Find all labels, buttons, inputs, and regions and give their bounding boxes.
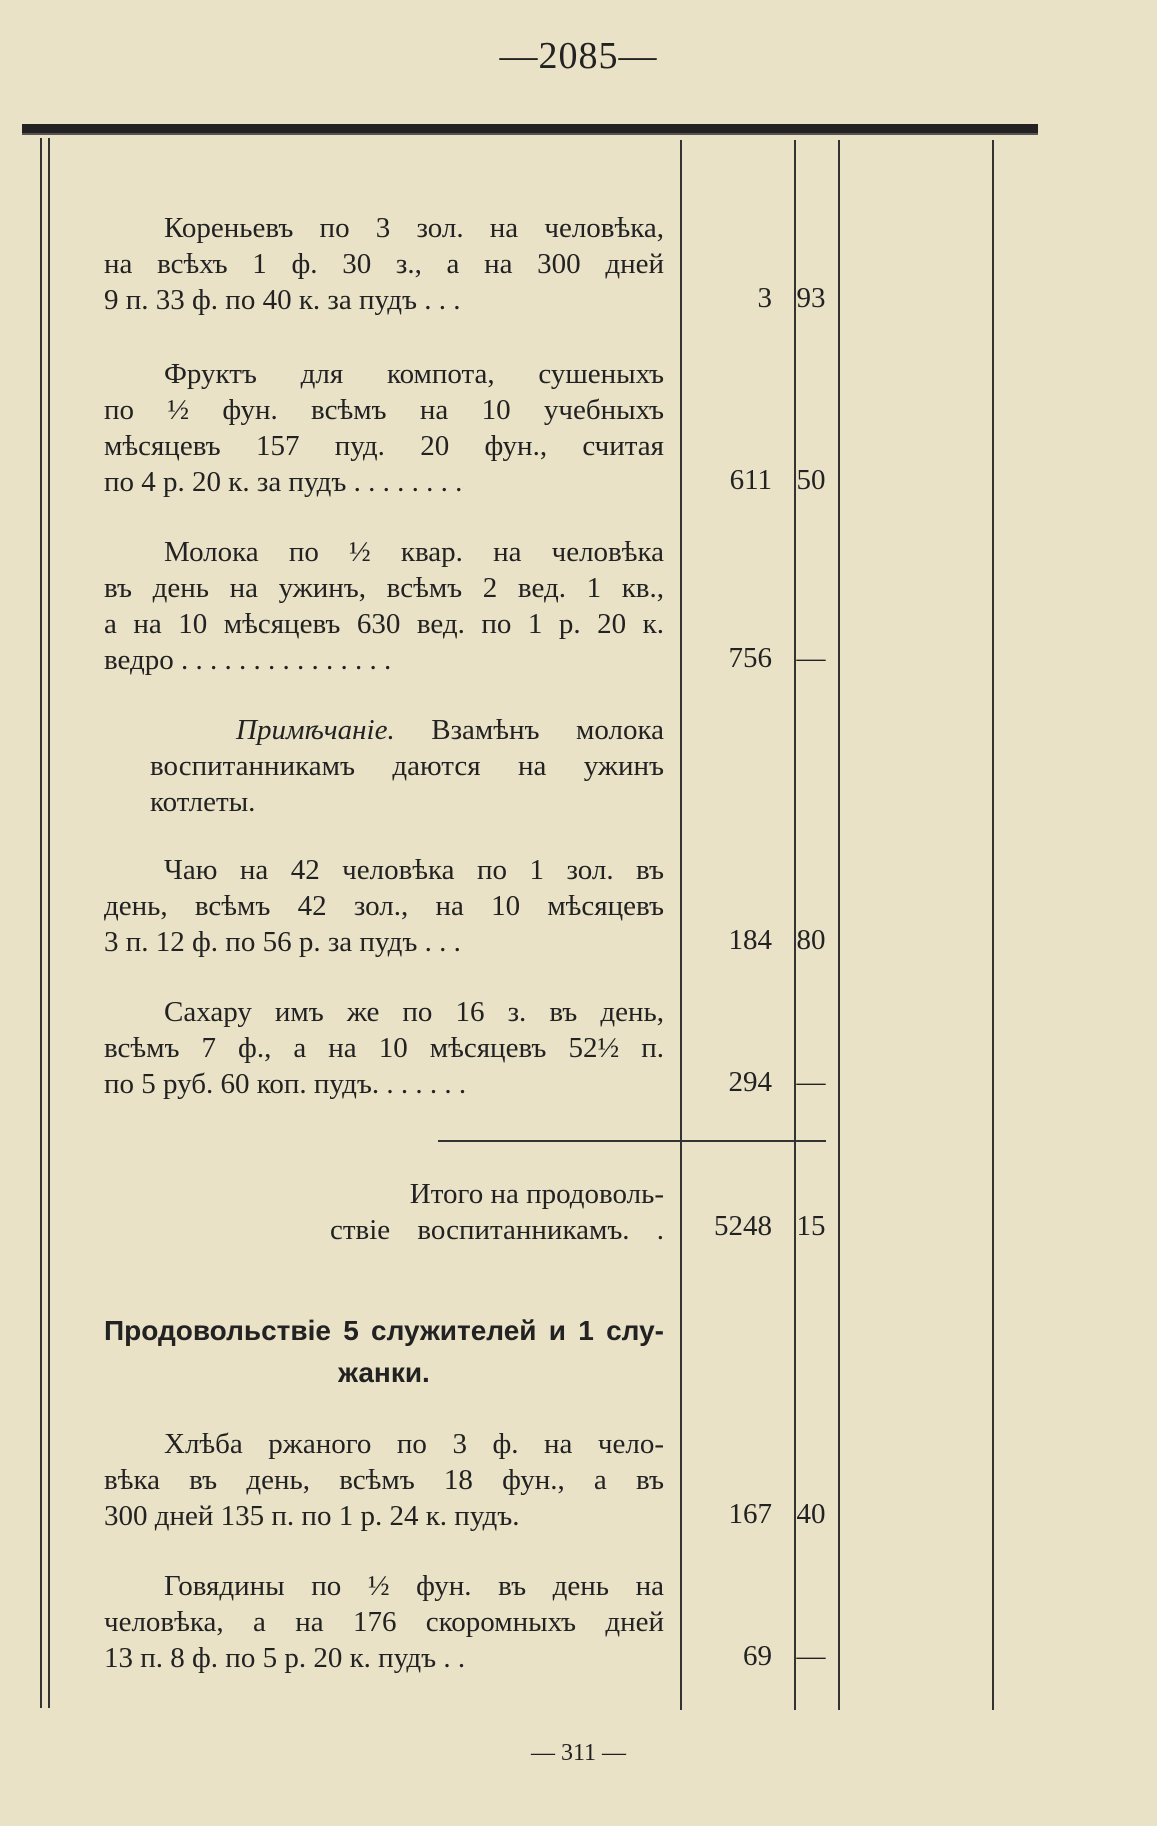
entry-line: 300 дней 135 п. по 1 р. 24 к. пудъ. bbox=[104, 1500, 520, 1532]
amount-kopeks: — bbox=[796, 1066, 826, 1098]
entry-line: Говядины по ½ фун. въ день на bbox=[164, 1570, 664, 1602]
right-column-rule bbox=[838, 140, 840, 1710]
entry-tea bbox=[104, 852, 664, 960]
entry-line: Сахару имъ же по 16 з. въ день, bbox=[164, 996, 664, 1028]
entry-roots bbox=[104, 210, 664, 318]
entry-rye-bread bbox=[104, 1426, 664, 1534]
entry-sugar bbox=[104, 994, 664, 1102]
note-line bbox=[150, 712, 664, 748]
amount-kopeks: 80 bbox=[796, 924, 826, 956]
amount-rubles: 294 bbox=[728, 1066, 772, 1098]
amount-rubles: 611 bbox=[729, 464, 772, 496]
note-text: Взамѣнъ молока bbox=[431, 714, 665, 746]
amount-rubles: 3 bbox=[757, 282, 772, 314]
entry-milk bbox=[104, 534, 664, 678]
heading-line: жанки. bbox=[338, 1357, 430, 1388]
left-border-inner bbox=[48, 138, 50, 1708]
entry-line: 13 п. 8 ф. по 5 р. 20 к. пудъ . . bbox=[104, 1642, 466, 1674]
entry-line: человѣка, а на 176 скоромныхъ дней bbox=[104, 1606, 664, 1638]
total-kopeks: 15 bbox=[796, 1210, 826, 1242]
amount-kopeks: — bbox=[796, 642, 826, 674]
entry-line: Хлѣба ржаного по 3 ф. на чело- bbox=[164, 1428, 664, 1460]
amount-kopeks: 50 bbox=[796, 464, 826, 496]
amount-rubles: 69 bbox=[743, 1640, 772, 1672]
amount-kopeks: — bbox=[796, 1640, 826, 1672]
left-border-outer bbox=[40, 138, 42, 1708]
entry-line: мѣсяцевъ 157 пуд. 20 фун., считая bbox=[104, 430, 664, 462]
total-label bbox=[330, 1176, 664, 1248]
top-rule bbox=[22, 124, 1038, 135]
note-line: воспитанникамъ даются на ужинъ bbox=[150, 750, 664, 782]
amount-rubles: 184 bbox=[728, 924, 772, 956]
entry-line: на всѣхъ 1 ф. 30 з., а на 300 дней bbox=[104, 248, 664, 280]
total-line: ствіе воспитанникамъ. . bbox=[330, 1214, 664, 1246]
entry-fruit bbox=[104, 356, 664, 500]
entry-beef bbox=[104, 1568, 664, 1676]
amount-kopeks: 93 bbox=[796, 282, 826, 314]
amount-rubles: 756 bbox=[728, 642, 772, 674]
entry-line: ведро . . . . . . . . . . . . . . . bbox=[104, 644, 392, 676]
note bbox=[150, 712, 664, 820]
entry-line: по 4 р. 20 к. за пудъ . . . . . . . . bbox=[104, 466, 463, 498]
entry-line: всѣмъ 7 ф., а на 10 мѣсяцевъ 52½ п. bbox=[104, 1032, 664, 1064]
section-heading bbox=[104, 1310, 664, 1394]
total-rubles: 5248 bbox=[714, 1210, 772, 1242]
note-title: Примѣчаніе. bbox=[236, 714, 395, 746]
entry-line: вѣка въ день, всѣмъ 18 фун., а въ bbox=[104, 1464, 664, 1496]
amount-rubles: 167 bbox=[728, 1498, 772, 1530]
right-border bbox=[992, 140, 994, 1710]
entry-line: Молока по ½ квар. на человѣка bbox=[164, 536, 664, 568]
page-number-top: —2085— bbox=[499, 35, 658, 77]
entry-line: 3 п. 12 ф. по 56 р. за пудъ . . . bbox=[104, 926, 461, 958]
total-line: Итого на продоволь- bbox=[409, 1178, 664, 1210]
note-line: котлеты. bbox=[150, 786, 256, 818]
entry-line: а на 10 мѣсяцевъ 630 вед. по 1 р. 20 к. bbox=[104, 608, 664, 640]
page-number-bottom: — 311 — bbox=[530, 1740, 627, 1766]
entry-line: Фруктъ для компота, сушеныхъ bbox=[164, 358, 664, 390]
amount-kopeks: 40 bbox=[796, 1498, 826, 1530]
entry-line: день, всѣмъ 42 зол., на 10 мѣсяцевъ bbox=[104, 890, 664, 922]
total-rule bbox=[438, 1140, 826, 1142]
entry-line: 9 п. 33 ф. по 40 к. за пудъ . . . bbox=[104, 284, 461, 316]
entry-line: Чаю на 42 человѣка по 1 зол. въ bbox=[164, 854, 664, 886]
entry-line: по ½ фун. всѣмъ на 10 учебныхъ bbox=[104, 394, 664, 426]
entry-line: Кореньевъ по 3 зол. на человѣка, bbox=[164, 212, 664, 244]
entry-line: по 5 руб. 60 коп. пудъ. . . . . . . bbox=[104, 1068, 467, 1100]
entry-line: въ день на ужинъ, всѣмъ 2 вед. 1 кв., bbox=[104, 572, 664, 604]
heading-line: Продовольствіе 5 служителей и 1 слу- bbox=[104, 1315, 664, 1346]
